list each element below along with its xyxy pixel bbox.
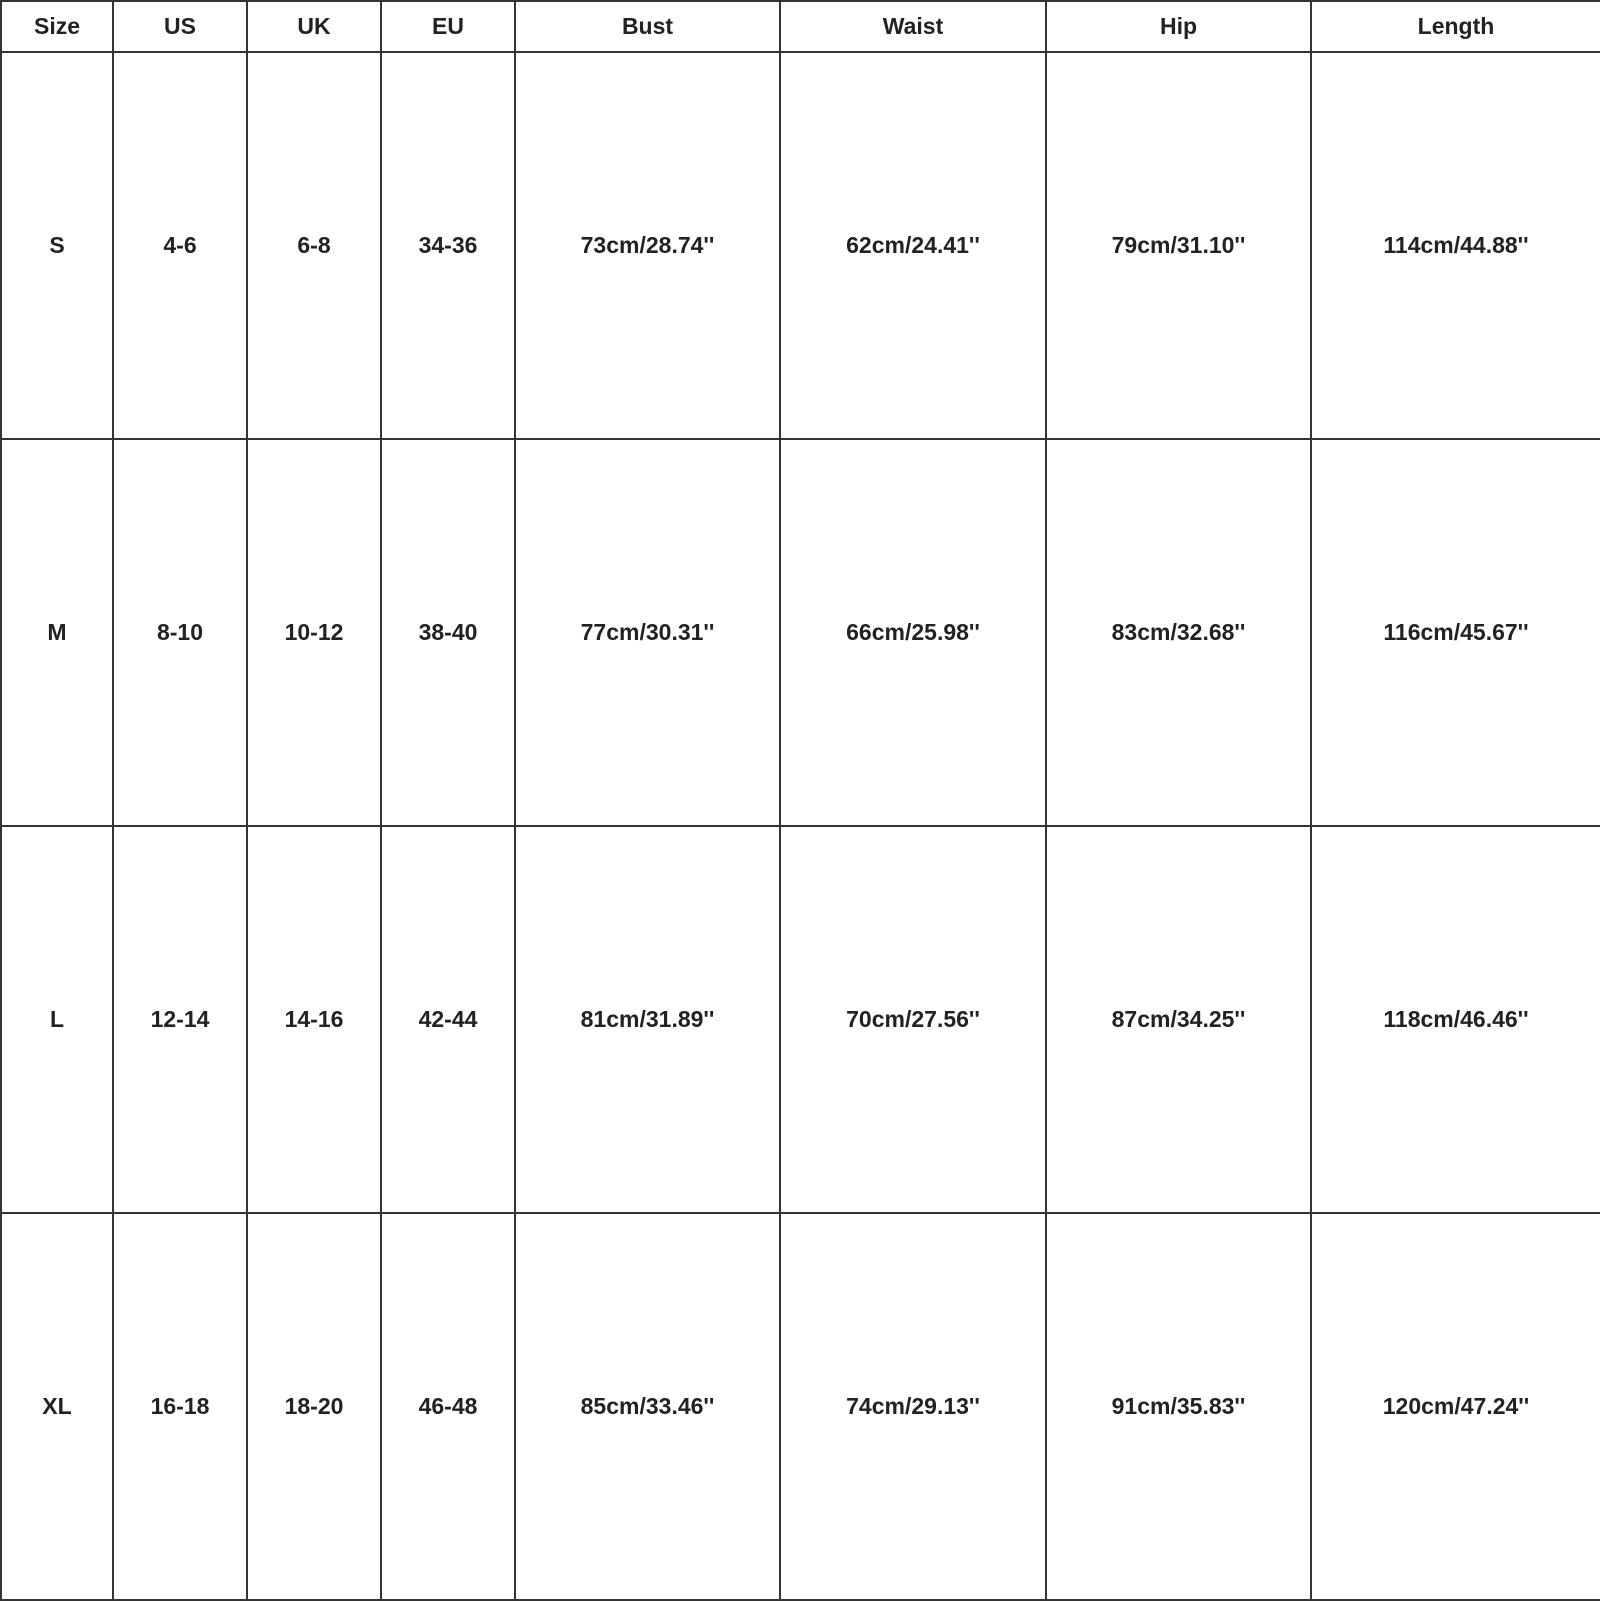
cell-uk: 18-20 — [247, 1213, 381, 1600]
cell-bust: 73cm/28.74'' — [515, 52, 780, 439]
cell-length: 120cm/47.24'' — [1311, 1213, 1600, 1600]
cell-eu: 46-48 — [381, 1213, 515, 1600]
cell-size: XL — [1, 1213, 113, 1600]
cell-length: 114cm/44.88'' — [1311, 52, 1600, 439]
cell-waist: 62cm/24.41'' — [780, 52, 1046, 439]
cell-hip: 83cm/32.68'' — [1046, 439, 1311, 826]
cell-hip: 79cm/31.10'' — [1046, 52, 1311, 439]
cell-length: 116cm/45.67'' — [1311, 439, 1600, 826]
table-row — [1, 826, 1600, 1213]
cell-eu: 34-36 — [381, 52, 515, 439]
cell-hip: 91cm/35.83'' — [1046, 1213, 1311, 1600]
cell-uk: 6-8 — [247, 52, 381, 439]
cell-size: L — [1, 826, 113, 1213]
header-us: US — [113, 1, 247, 52]
cell-size: S — [1, 52, 113, 439]
cell-bust: 85cm/33.46'' — [515, 1213, 780, 1600]
header-hip: Hip — [1046, 1, 1311, 52]
cell-bust: 81cm/31.89'' — [515, 826, 780, 1213]
cell-uk: 14-16 — [247, 826, 381, 1213]
cell-bust: 77cm/30.31'' — [515, 439, 780, 826]
cell-size: M — [1, 439, 113, 826]
header-size: Size — [1, 1, 113, 52]
cell-eu: 42-44 — [381, 826, 515, 1213]
cell-waist: 66cm/25.98'' — [780, 439, 1046, 826]
header-eu: EU — [381, 1, 515, 52]
header-bust: Bust — [515, 1, 780, 52]
cell-us: 16-18 — [113, 1213, 247, 1600]
table-row — [1, 1213, 1600, 1600]
table-row — [1, 439, 1600, 826]
cell-uk: 10-12 — [247, 439, 381, 826]
header-uk: UK — [247, 1, 381, 52]
cell-us: 12-14 — [113, 826, 247, 1213]
cell-us: 8-10 — [113, 439, 247, 826]
header-waist: Waist — [780, 1, 1046, 52]
table-row — [1, 52, 1600, 439]
header-length: Length — [1311, 1, 1600, 52]
cell-eu: 38-40 — [381, 439, 515, 826]
header-row — [1, 1, 1600, 52]
cell-waist: 74cm/29.13'' — [780, 1213, 1046, 1600]
cell-hip: 87cm/34.25'' — [1046, 826, 1311, 1213]
cell-us: 4-6 — [113, 52, 247, 439]
cell-waist: 70cm/27.56'' — [780, 826, 1046, 1213]
cell-length: 118cm/46.46'' — [1311, 826, 1600, 1213]
